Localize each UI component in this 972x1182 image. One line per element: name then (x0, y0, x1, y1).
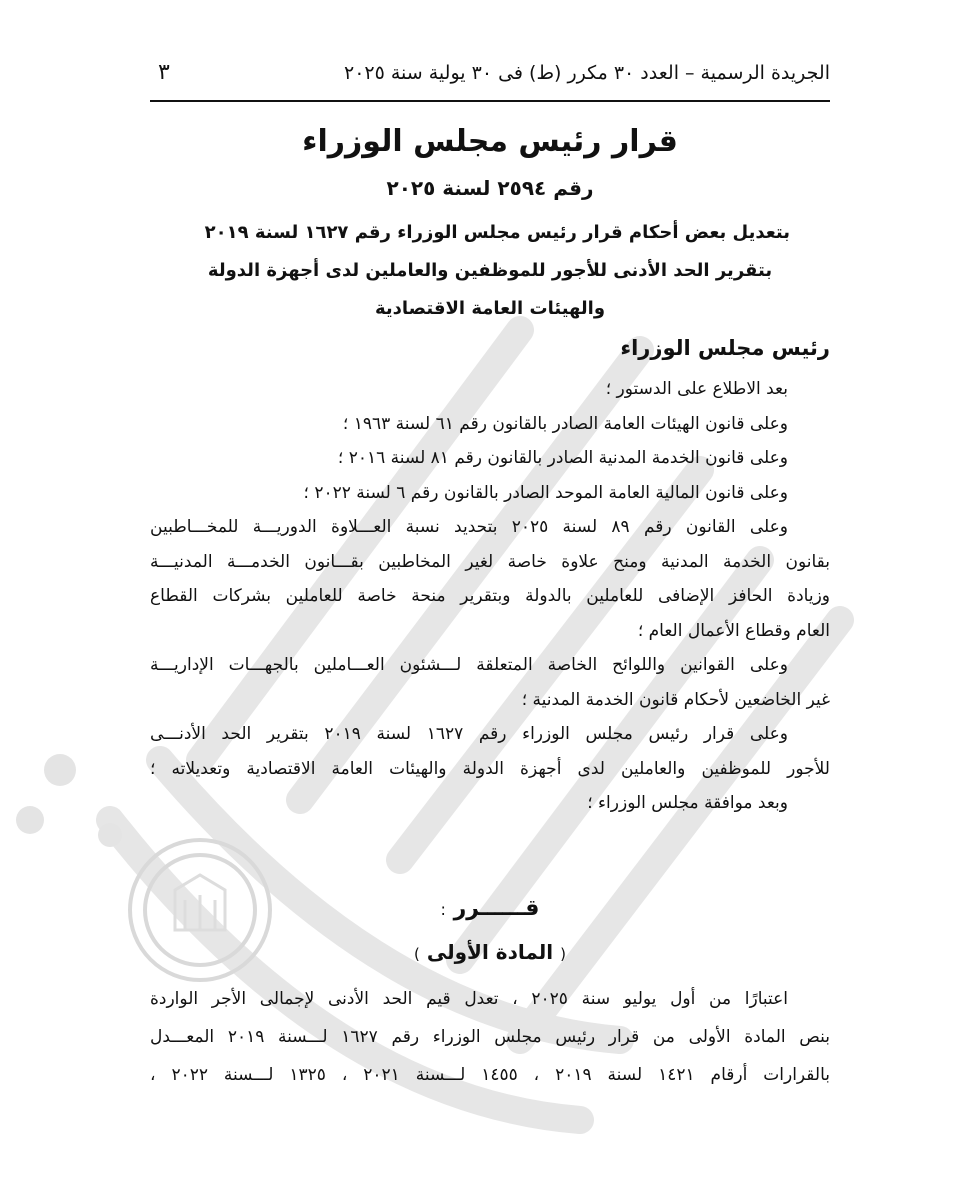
preamble-line: وعلى قانون الهيئات العامة الصادر بالقانون رقم ٦١ لسنة ١٩٦٣ ؛ (342, 413, 788, 434)
decision-number: رقم ٢٥٩٤ لسنة ٢٠٢٥ (386, 176, 594, 200)
preamble-heading: رئيس مجلس الوزراء (620, 336, 830, 360)
decree-heading (150, 896, 830, 921)
preamble-line: بعد الاطلاع على الدستور ؛ (605, 379, 788, 399)
decision-subject (150, 214, 830, 328)
article-line: بنص المادة الأولى من قرار رئيس مجلس الوزراء رقم ١٦٢٧ لـــسنة ٢٠١٩ المعـــدل (150, 1027, 830, 1047)
preamble-line: وعلى قرار رئيس مجلس الوزراء رقم ١٦٢٧ لسنة ٢٠١٩ بتقرير الحد الأدنـــى (150, 724, 789, 744)
preamble-line: وعلى القانون رقم ٨٩ لسنة ٢٠٢٥ بتحديد نسبة العـــلاوة الدوريـــة للمخـــاطبين (150, 517, 788, 537)
preamble-line: وزيادة الحافز الإضافى للعاملين بالدولة وبتقرير منحة خاصة للعاملين بشركات القطاع (150, 586, 830, 606)
preamble-line: بقانون الخدمة المدنية ومنح علاوة خاصة لغير المخاطبين بقـــانون الخدمـــة المدنيـــة (150, 551, 830, 572)
article-one-body (150, 980, 830, 1094)
article-line: اعتبارًا من أول يوليو سنة ٢٠٢٥ ، تعدل قيم الحد الأدنى لإجمالى الأجر الواردة (150, 989, 788, 1009)
preamble-line: وعلى قانون الخدمة المدنية الصادر بالقانون رقم ٨١ لسنة ٢٠١٦ ؛ (337, 448, 788, 468)
preamble-line: العام وقطاع الأعمال العام ؛ (637, 620, 830, 641)
gazette-title: الجريدة الرسمية – العدد ٣٠ مكرر (ط) فى ٣٠ يولية سنة ٢٠٢٥ (344, 62, 830, 84)
article-heading (150, 940, 830, 964)
decision-title: قرار رئيس مجلس الوزراء (302, 124, 678, 159)
decree-label: قــــــرر (453, 896, 540, 921)
preamble-line: غير الخاضعين لأحكام قانون الخدمة المدنية ؛ (521, 689, 830, 710)
gazette-header (150, 58, 830, 92)
article-close-paren: ) (414, 945, 420, 963)
preamble-line: وبعد موافقة مجلس الوزراء ؛ (587, 793, 788, 813)
subject-line: بتقرير الحد الأدنى للأجور للموظفين والعاملين لدى أجهزة الدولة (207, 260, 773, 281)
preamble-line: وعلى قانون المالية العامة الموحد الصادر بالقانون رقم ٦ لسنة ٢٠٢٢ ؛ (303, 482, 788, 503)
page-number: ٣ (158, 60, 170, 85)
subject-line: والهيئات العامة الاقتصادية (374, 298, 606, 319)
article-title: المادة الأولى (426, 940, 554, 964)
decree-colon: : (440, 900, 446, 919)
header-divider (150, 100, 830, 102)
preamble-body (150, 372, 830, 821)
preamble-line: وعلى القوانين واللوائح الخاصة المتعلقة لـــشئون العـــاملين بالجهـــات الإداريـــة (150, 655, 788, 675)
preamble-line: للأجور للموظفين والعاملين لدى أجهزة الدولة والهيئات العامة الاقتصادية وتعديلاته ؛ (150, 758, 830, 779)
article-line: بالقرارات أرقام ١٤٢١ لسنة ٢٠١٩ ، ١٤٥٥ لـــسنة ٢٠٢١ ، ١٣٢٥ لـــسنة ٢٠٢٢ ، (150, 1065, 830, 1085)
subject-line: بتعديل بعض أحكام قرار رئيس مجلس الوزراء رقم ١٦٢٧ لسنة ٢٠١٩ (204, 222, 790, 243)
article-open-paren: ( (560, 945, 566, 963)
